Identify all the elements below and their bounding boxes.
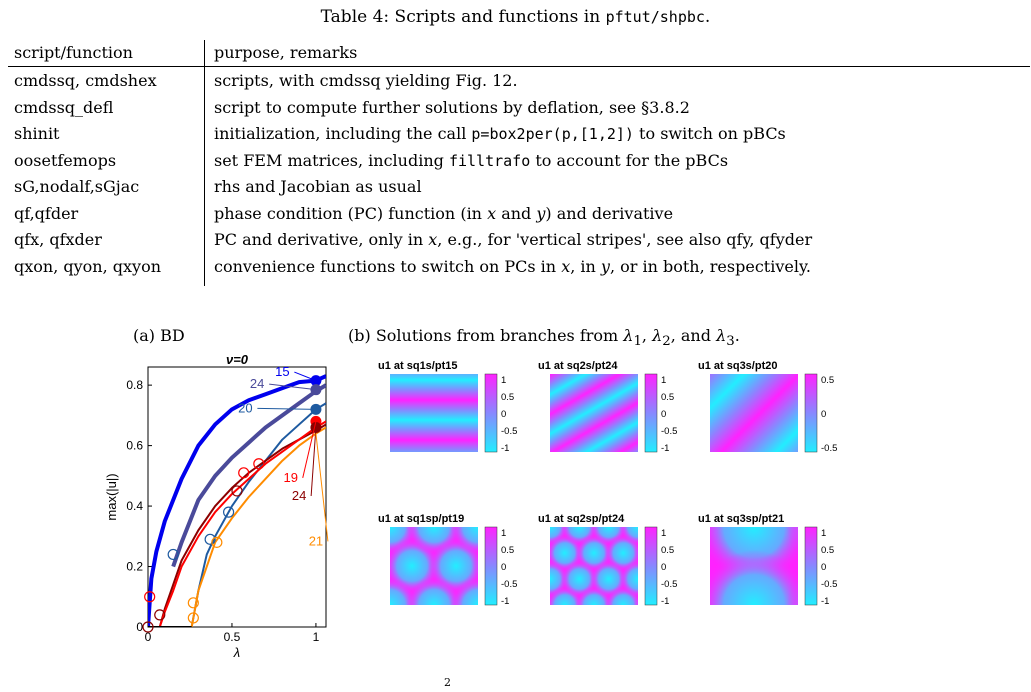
colorbar-tick-label: 1 — [661, 375, 667, 386]
scripts-table — [8, 38, 1030, 288]
table-cell-name: shinit — [14, 124, 60, 143]
y-axis-label: max(|u|) — [104, 473, 119, 521]
solution-panel — [378, 360, 517, 454]
colorbar-tick-label: 0.5 — [661, 545, 675, 556]
colorbar-tick-label: -0.5 — [501, 579, 518, 590]
x-tick-label: 0 — [144, 630, 152, 644]
table-cell-desc: rhs and Jacobian as usual — [214, 177, 422, 196]
solution-panels — [372, 360, 892, 660]
y-tick-label: 0.2 — [126, 559, 143, 574]
colorbar-tick-label: -1 — [661, 596, 670, 607]
series-line — [160, 421, 326, 627]
colorbar-tick-label: -1 — [661, 443, 670, 454]
solution-panel — [538, 360, 677, 454]
table-cell-desc: convenience functions to switch on PCs in x, in y, or in both, respectively. — [214, 256, 811, 276]
colorbar-tick-label: -0.5 — [821, 443, 838, 454]
colorbar-tick-label: -1 — [501, 596, 510, 607]
branch-label: 21 — [308, 533, 324, 549]
colorbar — [645, 527, 657, 605]
bifurcation-diagram — [100, 352, 350, 692]
table-cell-name: cmdssq, cmdshex — [14, 71, 157, 90]
colorbar-tick-label: -1 — [821, 596, 830, 607]
table-cell-name: cmdssq_defl — [14, 97, 114, 117]
table-cell-desc: phase condition (PC) function (in x and y) and derivative — [214, 203, 674, 223]
table-cell-name: qf,qfder — [14, 203, 79, 223]
footer-fragment: 2 — [444, 676, 451, 689]
panel-title: u1 at sq3sp/pt21 — [698, 513, 785, 525]
branch-label: 20 — [238, 400, 253, 416]
table-cell-name: qxon, qyon, qxyon — [14, 256, 162, 276]
colorbar-tick-label: 0 — [501, 409, 507, 420]
solution-field — [550, 374, 638, 452]
table-cell-desc: scripts, with cmdssq yielding Fig. 12. — [214, 71, 518, 90]
subcaption-a: (a) BD — [133, 326, 185, 345]
spot — [787, 550, 892, 660]
colorbar-tick-label: 1 — [501, 375, 507, 386]
colorbar-tick-label: 0.5 — [821, 545, 835, 556]
colorbar-tick-label: 0 — [821, 562, 827, 573]
table-cell-desc: script to compute further solutions by deflation, see §3.8.2 — [214, 97, 690, 117]
spot — [787, 472, 892, 582]
solution-panel — [698, 472, 892, 660]
table-cell-desc: PC and derivative, only in x, e.g., for 'vertical stripes', see also qfy, qfyder — [214, 230, 813, 249]
colorbar-tick-label: 1 — [661, 528, 667, 539]
table-cell-desc: set FEM matrices, including filltrafo to account for the pBCs — [214, 150, 729, 170]
colorbar-tick-label: -0.5 — [501, 426, 518, 437]
colorbar-tick-label: 1 — [821, 528, 827, 539]
y-tick-label: 0 — [136, 620, 143, 634]
subcaption-b: (b) Solutions from branches from $\lambda_1$, $\lambda_2$, and $\lambda_3$. — [348, 326, 740, 350]
y-tick-label: 0.8 — [126, 378, 143, 393]
colorbar-tick-label: 1 — [501, 528, 507, 539]
table-cell-name: sG,nodalf,sGjac — [14, 177, 140, 196]
solution-panel — [372, 500, 528, 633]
colorbar — [805, 527, 817, 605]
panel-title: u1 at sq3s/pt20 — [698, 360, 778, 372]
chart-title: ν=0 — [225, 352, 249, 367]
colorbar-tick-label: 0 — [661, 562, 667, 573]
colorbar — [485, 527, 497, 605]
branch-label: 24 — [249, 376, 265, 392]
solution-panel — [532, 509, 678, 624]
colorbar-tick-label: -0.5 — [661, 579, 678, 590]
branch-label: 19 — [283, 469, 298, 485]
panel-title: u1 at sq2s/pt24 — [538, 360, 618, 372]
table-caption: Table 4: Scripts and functions in pftut/shpbc. — [320, 7, 711, 27]
colorbar — [645, 374, 657, 452]
branch-label: 15 — [275, 364, 290, 380]
header-script: script/function — [14, 43, 133, 62]
solution-panel — [698, 360, 837, 454]
colorbar-tick-label: 0.5 — [501, 392, 515, 403]
series-line — [192, 427, 326, 627]
table-cell-name: qfx, qfxder — [14, 230, 102, 249]
panel-title: u1 at sq2sp/pt24 — [538, 513, 625, 525]
x-axis-label: λ — [233, 645, 241, 660]
x-tick-label: 1 — [312, 630, 320, 644]
table-cell-name: oosetfemops — [14, 150, 117, 170]
branch-label: 24 — [291, 488, 307, 504]
y-tick-label: 0.4 — [126, 499, 143, 514]
colorbar — [805, 374, 817, 452]
x-tick-label: 0.5 — [223, 630, 241, 644]
spot — [473, 539, 528, 594]
panel-title: u1 at sq1sp/pt19 — [378, 513, 465, 525]
colorbar-tick-label: -0.5 — [661, 426, 678, 437]
colorbar-tick-label: 0 — [501, 562, 507, 573]
colorbar-tick-label: 0.5 — [501, 545, 515, 556]
colorbar-tick-label: -1 — [501, 443, 510, 454]
colorbar-tick-label: 0.5 — [661, 392, 675, 403]
colorbar-tick-label: 0.5 — [821, 375, 835, 386]
y-tick-label: 0.6 — [126, 438, 143, 453]
series-line — [160, 424, 326, 627]
caption-code: pftut/shpbc — [605, 8, 705, 26]
table-cell-desc: initialization, including the call p=box2per(p,[1,2]) to switch on pBCs — [214, 124, 786, 143]
colorbar-tick-label: 0 — [661, 409, 667, 420]
panel-title: u1 at sq1s/pt15 — [378, 360, 458, 372]
solution-field — [710, 374, 798, 452]
solution-field — [390, 374, 478, 452]
colorbar-tick-label: 0 — [821, 409, 827, 420]
branch-point-marker — [232, 486, 242, 496]
label-arrow — [257, 408, 316, 409]
header-purpose: purpose, remarks — [214, 43, 358, 62]
colorbar-tick-label: -0.5 — [821, 579, 838, 590]
colorbar — [485, 374, 497, 452]
